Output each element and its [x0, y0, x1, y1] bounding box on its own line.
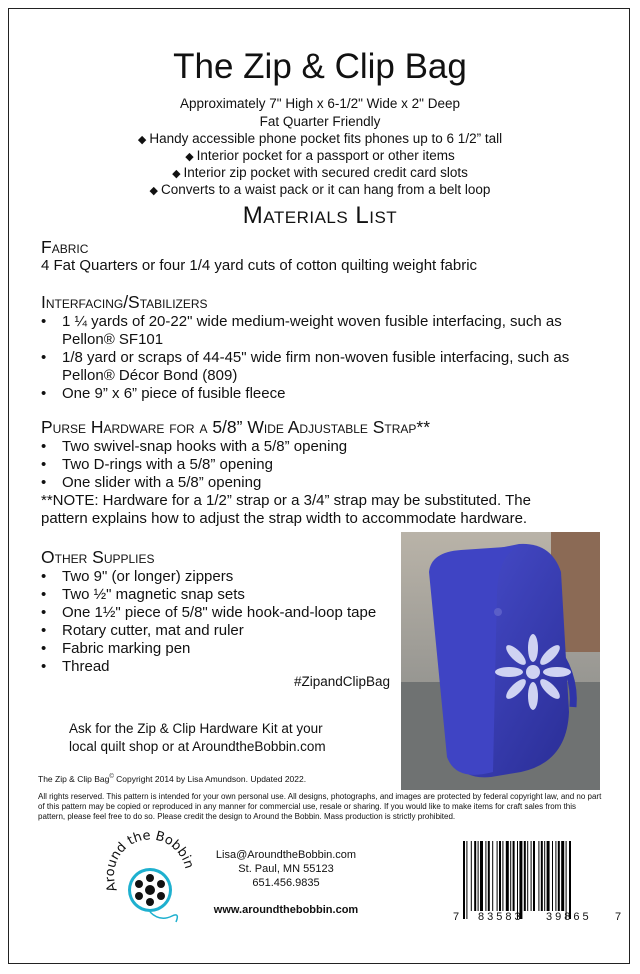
bag-photo — [401, 532, 600, 790]
barcode-bar — [499, 841, 501, 911]
barcode-bar — [466, 841, 467, 919]
contact-city: St. Paul, MN 55123 — [238, 863, 334, 875]
hardware-list — [41, 438, 347, 492]
kit-text-2: local quilt shop or at AroundtheBobbin.com — [69, 739, 326, 754]
rights-text: All rights reserved. This pattern is intended for your own personal use. All designs, photographs, and images are protected by federal copyright law, and no part of this pattern may be copied or reproduced in any manner for commercial use, resale or sharing. If you would like to make items for craft sales from this pattern, please feel free to do so. Please credit the design to Around the Bobbin. Mass production is strictly prohibited. — [38, 792, 602, 821]
barcode-bar — [569, 841, 571, 919]
list-item: • Thread — [41, 658, 376, 676]
list-item: • Two 9" (or longer) zippers — [41, 568, 376, 586]
list-item: • Rotary cutter, mat and ruler — [41, 622, 376, 640]
barcode-bar — [497, 841, 498, 911]
hardware-note-1: **NOTE: Hardware for a 1/2” strap or a 3/4” strap may be substituted. The — [41, 492, 531, 509]
other-supplies-heading: Other Supplies — [41, 547, 155, 567]
barcode-bar — [566, 841, 567, 919]
barcode-bar — [552, 841, 553, 911]
feature-line: ◆ Interior pocket for a passport or other items — [185, 148, 455, 163]
bag-photo-illustration — [401, 532, 600, 790]
dimensions-text: Approximately 7" High x 6-1/2" Wide x 2" Deep — [180, 96, 460, 111]
barcode-bar — [538, 841, 539, 911]
page-title: The Zip & Clip Bag — [173, 47, 467, 86]
barcode-bar — [519, 841, 522, 919]
barcode-bar — [513, 841, 515, 911]
barcode-digits-right: 39865 — [546, 911, 592, 923]
hardware-heading: Purse Hardware for a 5/8” Wide Adjustable Strap** — [41, 417, 431, 437]
barcode-bar — [524, 841, 526, 911]
materials-title: Materials List — [242, 202, 398, 229]
fat-quarter-text: Fat Quarter Friendly — [259, 114, 381, 129]
copyright-line: The Zip & Clip Bag© Copyright 2014 by Lisa Amundson. Updated 2022. — [38, 774, 307, 784]
barcode-bar — [488, 841, 490, 911]
list-item: • Two swivel-snap hooks with a 5/8” opening — [41, 438, 347, 456]
barcode-bar — [547, 841, 550, 911]
barcode — [451, 837, 621, 947]
diamond-icon: ◆ — [185, 151, 194, 163]
barcode-bar — [527, 841, 528, 911]
feature-line: ◆ Interior zip pocket with secured credit card slots — [172, 165, 468, 180]
list-item: • One 1½" piece of 5/8" wide hook-and-loop tape — [41, 604, 376, 622]
list-item: • One slider with a 5/8” opening — [41, 474, 347, 492]
hardware-note-2: pattern explains how to adjust the strap width to accommodate hardware. — [41, 510, 528, 527]
interfacing-list — [41, 313, 569, 403]
barcode-bar — [480, 841, 483, 911]
barcode-bar — [555, 841, 556, 911]
barcode-bar — [510, 841, 511, 911]
list-item: • Two D-rings with a 5/8” opening — [41, 456, 347, 474]
diamond-icon: ◆ — [137, 134, 147, 146]
hashtag: #ZipandClipBag — [294, 674, 391, 689]
barcode-bar — [531, 841, 532, 911]
barcode-bar — [463, 841, 465, 919]
barcode-digits-left: 83583 — [478, 911, 524, 923]
barcode-digit-last: 7 — [615, 911, 622, 923]
barcode-bar — [478, 841, 479, 911]
contact-phone: 651.456.9835 — [252, 877, 320, 889]
contact-email[interactable]: Lisa@AroundtheBobbin.com — [215, 849, 357, 861]
feature-line: ◆ Handy accessible phone pocket fits phones up to 6 1/2” tall — [137, 131, 503, 146]
barcode-bar — [474, 841, 476, 911]
barcode-bar — [541, 841, 543, 911]
barcode-bar — [558, 841, 560, 911]
fabric-text: 4 Fat Quarters or four 1/4 yard cuts of cotton quilting weight fabric — [41, 257, 478, 274]
barcode-bar — [502, 841, 503, 911]
barcode-bar — [485, 841, 486, 911]
list-item: • 1 ¼ yards of 20-22" wide medium-weight woven fusible interfacing, such as Pellon® SF101 — [41, 313, 569, 349]
list-item: • One 9” x 6” piece of fusible fleece — [41, 385, 569, 403]
barcode-bar — [544, 841, 545, 911]
barcode-bar — [517, 841, 518, 919]
barcode-bar — [471, 841, 472, 911]
kit-text-1: Ask for the Zip & Clip Hardware Kit at your — [69, 721, 323, 736]
other-supplies-list — [41, 568, 376, 676]
around-the-bobbin-logo — [100, 830, 200, 930]
website-link[interactable]: www.aroundthebobbin.com — [213, 904, 359, 916]
feature-line: ◆ Converts to a waist pack or it can hang from a belt loop — [149, 182, 491, 197]
list-item: • 1/8 yard or scraps of 44-45" wide firm non-woven fusible interfacing, such as Pellon® Décor Bond (809) — [41, 349, 569, 385]
barcode-bar — [561, 841, 564, 911]
list-item: • Two ½" magnetic snap sets — [41, 586, 376, 604]
diamond-icon: ◆ — [149, 185, 159, 197]
barcode-bar — [492, 841, 493, 911]
barcode-digit-first: 7 — [453, 911, 460, 923]
interfacing-heading: Interfacing/Stabilizers — [41, 292, 208, 312]
list-item: • Fabric marking pen — [41, 640, 376, 658]
barcode-bar — [533, 841, 535, 911]
barcode-bar — [506, 841, 509, 911]
diamond-icon: ◆ — [172, 168, 181, 180]
logo-text: Around the Bobbin — [102, 830, 197, 894]
fabric-heading: Fabric — [41, 237, 89, 257]
